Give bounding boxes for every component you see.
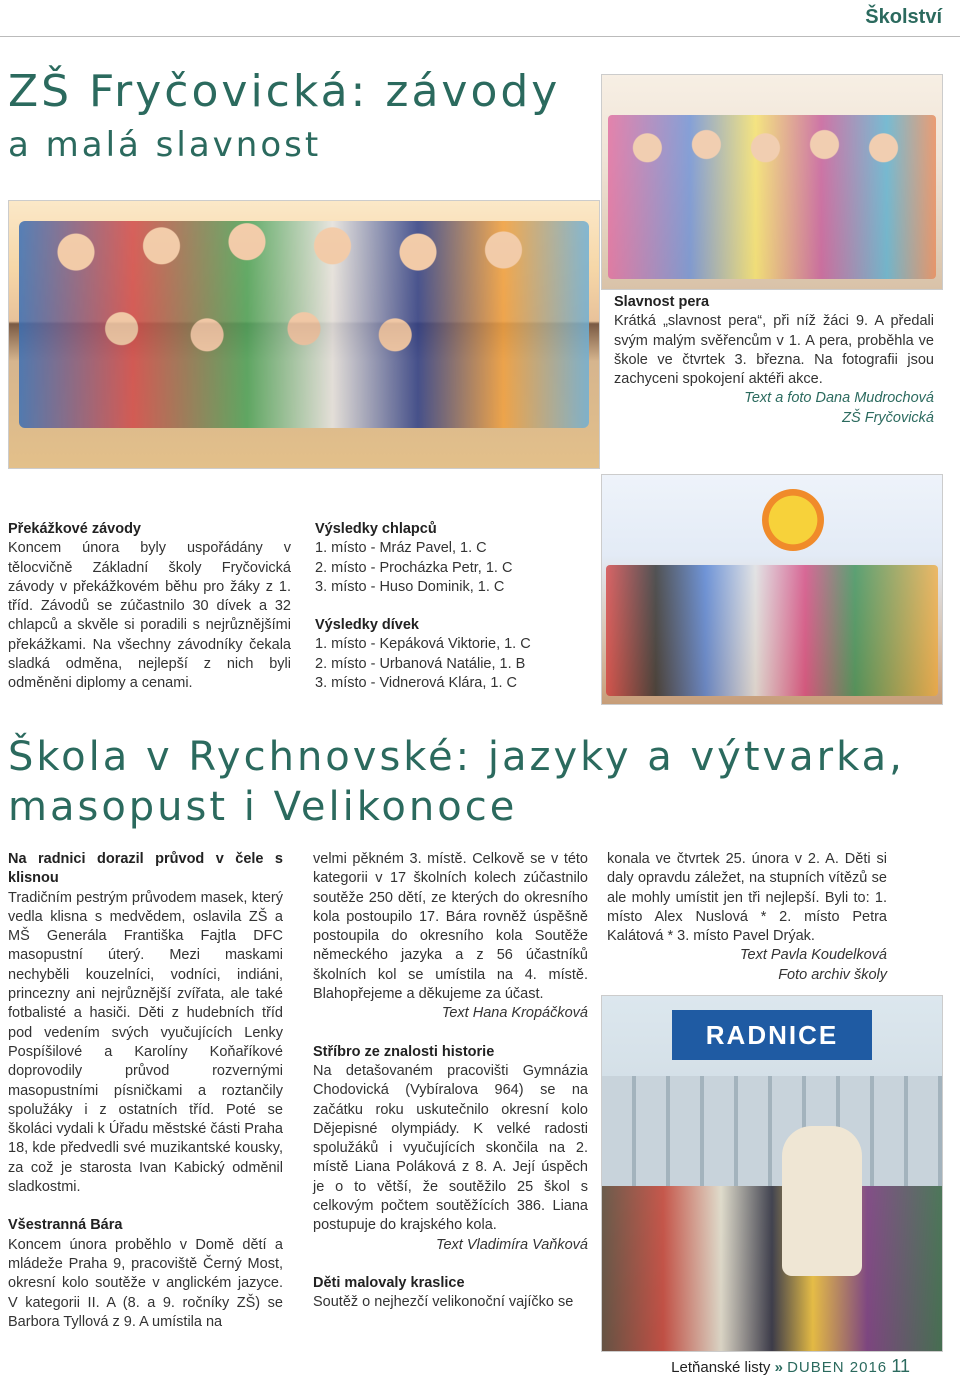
photo-school-group bbox=[601, 474, 943, 705]
magazine-name: Letňanské listy bbox=[671, 1359, 771, 1376]
bara-text-continued: velmi pěkném 3. místě. Celkově se v této kategorii v 17 školních kolech zúčastnilo soutěže 250 dětí, ze kterých do okresního kola postoupilo 17. Bára rovněž úspěšně postoupila do okresního kola Soutěže německého jazyka a z 56 účastníků školních kol se umístila na 4. místě. Blahopřejeme a děkujeme za účast. bbox=[313, 851, 588, 1003]
photo-race-group bbox=[8, 200, 600, 469]
credit-vankova: Text Vladimíra Vaňková bbox=[435, 1236, 588, 1253]
section-label: Školství bbox=[865, 6, 942, 28]
results-block bbox=[315, 520, 590, 693]
stribro-title: Stříbro ze znalosti historie bbox=[313, 1043, 495, 1060]
prekazky-title: Překážkové závody bbox=[8, 521, 141, 537]
kraslice-text: Soutěž o nejhezčí velikonoční vajíčko se bbox=[313, 1294, 574, 1311]
page-footer bbox=[671, 1356, 910, 1377]
radnice-sign: RADNICE bbox=[672, 1010, 872, 1060]
caption-slavnost-pera bbox=[614, 293, 934, 428]
kraslice-title: Děti malovaly kraslice bbox=[313, 1274, 465, 1291]
results-girls-item: 1. místo - Kepáková Viktorie, 1. C bbox=[315, 636, 531, 653]
prekazky-text: Koncem února byly uspořádány v tělocvičně Základní školy Fryčovická závody v překážkovém běhu pro žáky z 1. tříd. Závodů se zúčastnilo 30 dívek a 32 chlapců a skvěle si poradili s nejrůznějšími překážkami. Na všechny závodníky čekala sladká odměna, nejlepší z nich byli odměněni diplomy a cenami. bbox=[8, 540, 291, 692]
bara-text: Koncem února proběhlo v Domě dětí a mládeže Praha 9, pracoviště Černý Most, okresní kolo soutěže v anglickém jazyce. V kategorii II. A (8. a 9. ročníky ZŠ) se Barbora Tyllová z 9. A umístila na bbox=[8, 1236, 283, 1330]
kraslice-text-continued: konala ve čtvrtek 25. února v 2. A. Děti si daly opravdu záležet, na stupních vítězů se ale mohly umístit jen tři nejlepší. Byli to: 1. místo Alex Nuslová * 2. místo Petra Kalátová * 3. místo Pavel Drýak. bbox=[607, 851, 887, 945]
article2-column-3 bbox=[607, 850, 887, 985]
page-number: 11 bbox=[891, 1356, 910, 1376]
article2-column-1 bbox=[8, 850, 283, 1332]
article2-headline-line1: Škola v Rychnovské: jazyky a výtvarka, bbox=[8, 734, 905, 780]
sun-drawing-icon bbox=[762, 489, 824, 551]
credit-foto-archiv: Foto archiv školy bbox=[778, 966, 887, 983]
article1-headline-line1: ZŠ Fryčovická: závody bbox=[8, 66, 561, 117]
bara-title: Všestranná Bára bbox=[8, 1217, 123, 1234]
caption-credit-school: ZŠ Fryčovická bbox=[842, 409, 934, 426]
horse-costume bbox=[782, 1126, 862, 1276]
pruvod-title: Na radnici dorazil průvod v čele s klisnou bbox=[8, 851, 283, 887]
section-divider bbox=[0, 36, 960, 37]
results-boys-item: 2. místo - Procházka Petr, 1. C bbox=[315, 559, 513, 576]
caption-text: Krátká „slavnost pera“, při níž žáci 9. A předali svým malým svěřencům v 1. A pera, proběhla ve škole ve čtvrtek 3. března. Na fotografii jsou zachyceni spokojení aktéři akce. bbox=[614, 313, 934, 388]
article2-headline-line2: masopust i Velikonoce bbox=[8, 784, 518, 830]
chevron-right-icon: » bbox=[774, 1359, 783, 1376]
stribro-text: Na detašovaném pracovišti Gymnázia Chodovická (Vybíralova 964) se na začátku roku uskutečnilo okresní kolo Dějepisné olympiády. K velké radosti spolužáků i vyučujících skončila na 2. místě Liana Poláková z 8. A. Její úspěch je o to větší, že soutěžilo 25 škol s celkovým počtem soutěžících 386. Liana postupuje do krajského kola. bbox=[313, 1062, 588, 1234]
results-boys-item: 3. místo - Huso Dominik, 1. C bbox=[315, 578, 505, 595]
results-girls-item: 3. místo - Vidnerová Klára, 1. C bbox=[315, 675, 518, 692]
caption-title: Slavnost pera bbox=[614, 294, 710, 310]
article2-column-2 bbox=[313, 850, 588, 1313]
prekazkove-zavody-block bbox=[8, 520, 291, 694]
pruvod-text: Tradičním pestrým průvodem masek, který vedla klisna s medvědem, oslavila ZŠ a MŠ Generála Františka Fajtla DFC masopustní úterý. Mezi maskami nechyběli kouzelníci, vodníci, indiáni, princezny ani nejrůznější zvířata, ale také fotbalisté a hasiči. Děti z hudebních tříd pod vedením svých vyučujících Lenky Pospíšilové a Karolíny Koňaříkové doprovodily průvod rozvernými masopustními písničkami a roztančily spolužáky i z ostatních tříd. Poté se školáci vydali k Úřadu městské části Praha 18, kde předvedli své muzikantské kousky, za což je starosta Ivan Kabický odměnil sladkostmi. bbox=[8, 889, 283, 1196]
issue-label: DUBEN 2016 bbox=[787, 1359, 888, 1376]
results-boys-title: Výsledky chlapců bbox=[315, 521, 437, 537]
results-girls-item: 2. místo - Urbanová Natálie, 1. B bbox=[315, 655, 526, 672]
caption-credit-author: Text a foto Dana Mudrochová bbox=[744, 390, 934, 407]
photo-pen-ceremony bbox=[601, 74, 943, 290]
results-boys-item: 1. místo - Mráz Pavel, 1. C bbox=[315, 540, 487, 557]
credit-kropackova: Text Hana Kropáčková bbox=[441, 1005, 588, 1022]
results-girls-title: Výsledky dívek bbox=[315, 617, 419, 634]
photo-masopust-parade bbox=[601, 995, 943, 1352]
credit-koudelkova: Text Pavla Koudelková bbox=[740, 947, 887, 964]
article1-headline-line2: a malá slavnost bbox=[8, 125, 322, 165]
